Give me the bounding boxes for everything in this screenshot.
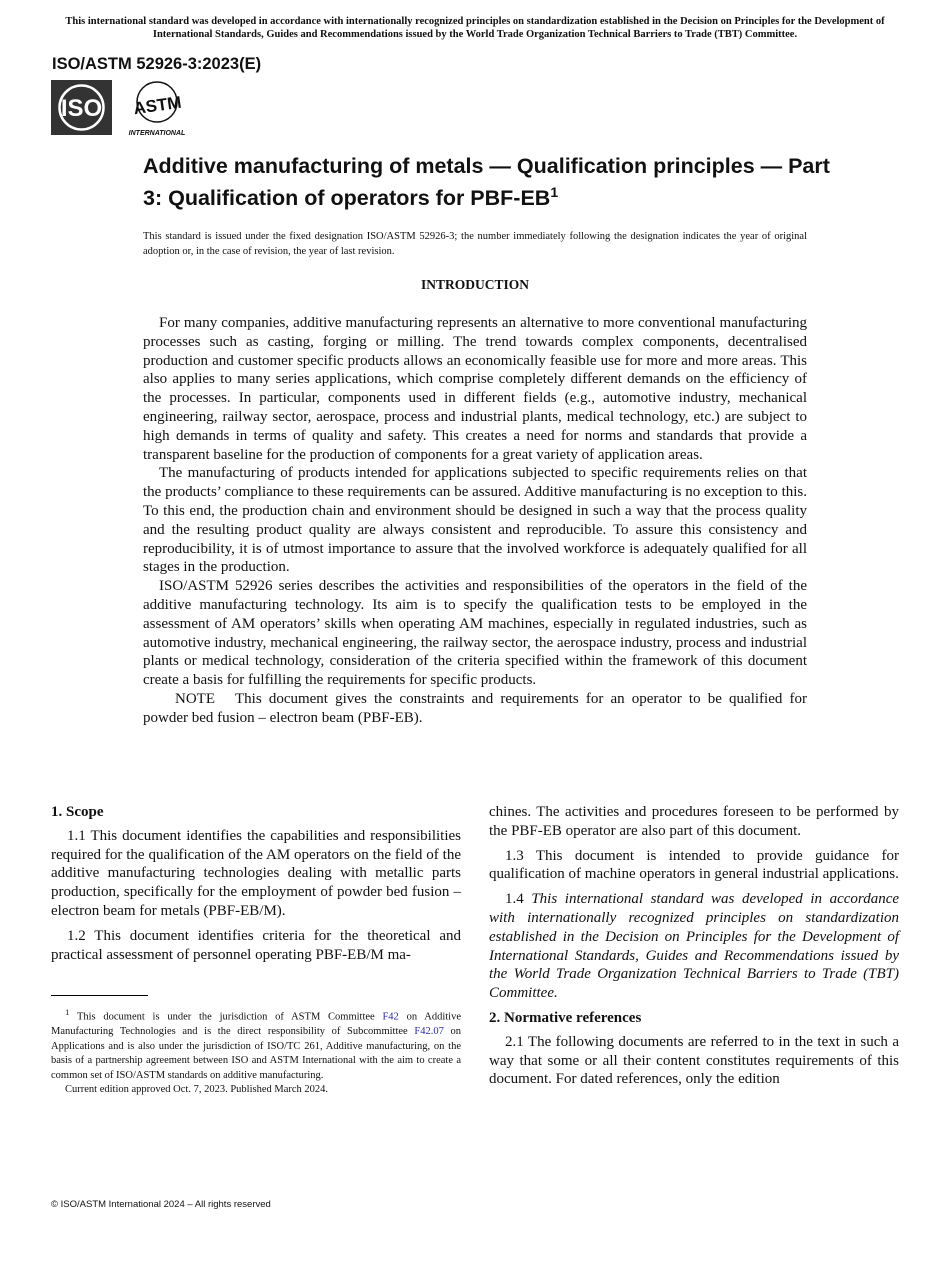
scope-paragraph-1-1: 1.1 This document identifies the capabilities and responsibilities required for the qualification of the AM operators on the field of the additive manufacturing technologies dealing with metallic parts production, specifically for the employment of powder bed fusion – electron beam for metals (PBF-EB/M). xyxy=(51,827,461,919)
copyright: © ISO/ASTM International 2024 – All rights reserved xyxy=(51,1199,271,1210)
footnote-part: This document is under the jurisdiction of ASTM Committee xyxy=(76,1011,375,1023)
svg-text:INTERNATIONAL: INTERNATIONAL xyxy=(128,130,186,137)
title-footnote-mark: 1 xyxy=(550,184,559,200)
normative-paragraph-2-1: 2.1 The following documents are referred to in the text in such a way that some or all their content constitutes requirements of this document. For dated references, only the edition xyxy=(489,1033,899,1088)
astm-logo xyxy=(125,80,189,138)
edition-note: Current edition approved Oct. 7, 2023. Published March 2024. xyxy=(65,1084,329,1096)
iso-logo xyxy=(51,80,112,135)
note-text: This document gives the constraints and requirements for an operator to be qualified for powder bed fusion – electron beam (PBF-EB). xyxy=(143,690,807,726)
left-column xyxy=(51,803,461,970)
introduction-heading: INTRODUCTION xyxy=(420,277,529,292)
introduction-body xyxy=(143,314,807,728)
intro-note xyxy=(143,690,807,728)
footnote-text xyxy=(51,1005,461,1083)
scope-paragraph-1-3: 1.3 This document is intended to provide guidance for qualification of machine operators in general industrial applications. xyxy=(489,847,899,883)
standard-designation: ISO/ASTM 52926-3:2023(E) xyxy=(52,55,262,73)
paragraph-text: This international standard was developed in accordance with internationally recognized principles on standardization established in the Decision on Principles for the Development of International Standards, Guides and Recommendations issued by the World Trade Organization Technical Barriers to Trade (TBT) Committee. xyxy=(489,891,900,1002)
link-f42[interactable]: F42 xyxy=(382,1011,399,1023)
header-note: This international standard was developed in accordance with internationally recognized principles on standardization established in the Decision on Principles for the Development of International Standards, Guides and Recommendations issued by the World Trade Organization Technical Barriers to Trade (TBT) Committee. xyxy=(65,16,885,40)
note-label: NOTE xyxy=(175,690,215,707)
section-heading-scope: 1. Scope xyxy=(51,804,104,820)
intro-paragraph: The manufacturing of products intended for applications subjected to specific requirements relies on that the products’ compliance to these requirements can be assured. Additive manufacturing is no exception to this. To this end, the production chain and environment should be designed in such a way that the process quality and the resulting product quality are always consistent and reproducible. To assure this consistency and reproducibility, it is of utmost importance to assure that the involved workforce is adequately qualified for all stages in the production. xyxy=(143,465,807,576)
footnote-part: on Applications and is also under the jurisdiction of ISO/TC 261, Additive manufacturing, on the basis of a partnership agreement between ISO and ASTM International with the aim to create a common set of ISO/ASTM standards on additive manufacturing. xyxy=(51,1026,461,1081)
svg-text:ISO: ISO xyxy=(60,95,103,122)
footnote xyxy=(51,1005,461,1098)
svg-text:ASTM: ASTM xyxy=(132,92,183,119)
footnote-rule xyxy=(51,995,148,996)
link-f42-07[interactable]: F42.07 xyxy=(414,1026,444,1038)
title-text: Additive manufacturing of metals — Qualification principles — Part 3: Qualification of operators for PBF-EB xyxy=(143,154,830,211)
issue-note: This standard is issued under the fixed designation ISO/ASTM 52926-3; the number immediately following the designation indicates the year of original adoption or, in the case of revision, the year of last revision. xyxy=(143,231,807,257)
scope-paragraph-1-2: 1.2 This document identifies criteria for the theoretical and practical assessment of personnel operating PBF-EB/M ma- xyxy=(51,927,461,963)
section-heading-normative: 2. Normative references xyxy=(489,1009,642,1026)
footnote-part: on Additive Manufacturing Technologies and is the direct responsibility of Subcommittee xyxy=(51,1011,462,1038)
footnote-mark: 1 xyxy=(65,1007,70,1017)
scope-paragraph-1-2-continued: chines. The activities and procedures foreseen to be performed by the PBF-EB operator are also part of this document. xyxy=(489,804,899,839)
document-title xyxy=(143,153,843,211)
intro-paragraph: ISO/ASTM 52926 series describes the activities and responsibilities of the operators in the field of the additive manufacturing technology. Its aim is to specify the qualification tests to be employed in the assessment of AM operators’ skills when operating AM machines, especially in regulated industries, such as automotive industry, mechanical engineering, the railway sector, the aerospace industry, process and industrial plants or medical technology, consideration of the criteria specified within the framework of this document create a basis for fulfilling the requirements for specific products. xyxy=(143,578,807,689)
intro-paragraph: For many companies, additive manufacturing represents an alternative to more conventional manufacturing processes such as casting, forging or milling. The trend towards complex components, decentralised production and customer specific products allows an economically feasible use for more and more areas. This also applies to many series applications, which comprise completely different demands on the efficiency of the processes. In particular, components used in different fields (e.g., automotive industry, mechanical engineering, railway sector, aerospace, process and industrial plants, medical technology, etc.) are subject to high demands in terms of quality and safety. This creates a need for norms and standards that provide a transparent baseline for the production of components for a great variety of application areas. xyxy=(143,315,807,463)
scope-paragraph-1-4 xyxy=(489,890,899,1003)
paragraph-number: 1.4 xyxy=(505,891,524,908)
right-column xyxy=(489,803,899,1095)
